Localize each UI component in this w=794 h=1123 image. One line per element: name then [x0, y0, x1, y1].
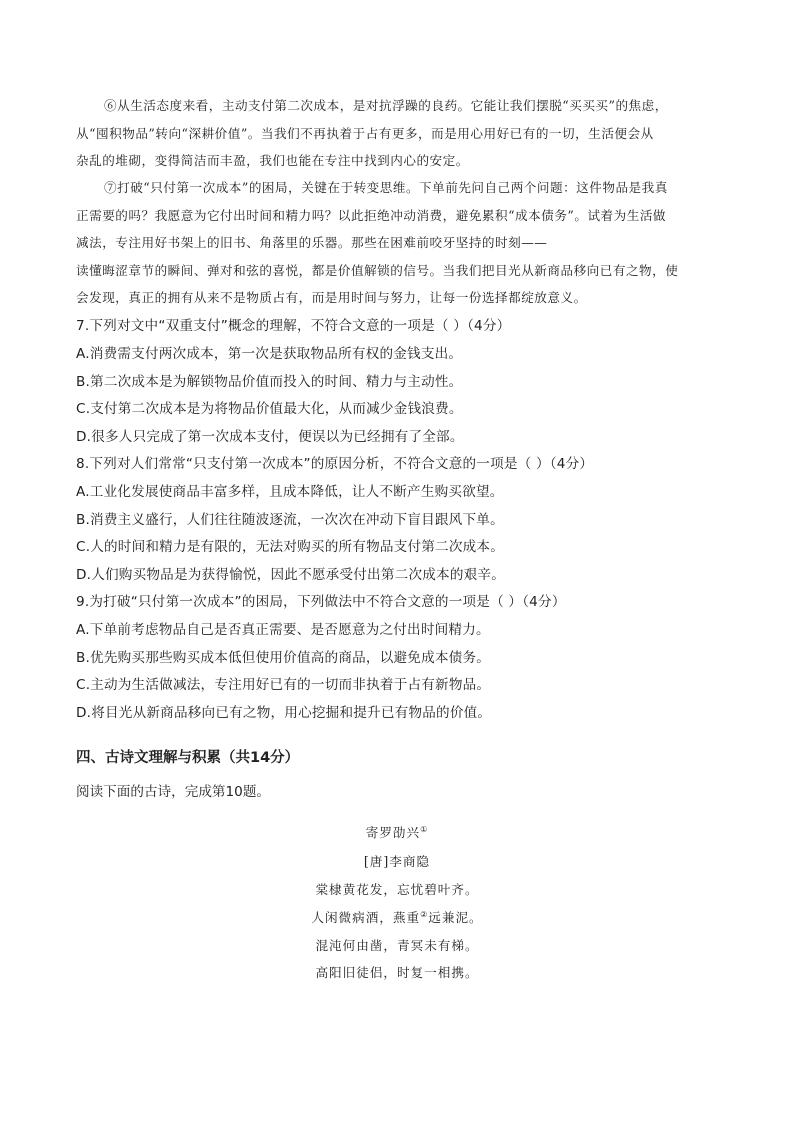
passage-paragraph-6	[76, 92, 724, 175]
footnote-marker: ②	[420, 909, 429, 919]
poem-line-1: 棠棣黄花发，忘忧碧叶齐。	[315, 882, 479, 897]
question-9-option-a: A.下单前考虑物品自己是否真正需要、是否愿意为之付出时间精力。	[76, 622, 490, 638]
question-7-option-b: B.第二次成本是为解锁物品价值而投入的时间、精力与主动性。	[76, 374, 463, 390]
question-8-option-b: B.消费主义盛行，人们往往随波逐流，一次次在冲动下盲目跟风下单。	[76, 512, 504, 528]
poem-title-text: 寄罗劭兴	[365, 825, 421, 840]
passage-paragraph-7	[76, 174, 724, 312]
poem-line-2-part-2: 远兼泥。	[428, 910, 483, 925]
question-8-option-d: D.人们购买物品是为获得愉悦，因此不愿承受付出第二次成本的艰辛。	[76, 567, 505, 583]
passage-line: 杂乱的堆砌，变得简洁而丰盈，我们也能在专注中找到内心的安定。	[76, 153, 469, 168]
passage-line: 会发现，真正的拥有从来不是物质占有，而是用时间与努力，让每一份选择都绽放意义。	[76, 290, 587, 305]
question-7-stem: 7.下列对文中“双重支付”概念的理解，不符合文意的一项是（ ）（4分）	[76, 318, 511, 334]
passage-line: 从“囤积物品”转向“深耕价值”。当我们不再执着于占有更多，而是用心用好已有的一切，生活便会从	[76, 125, 654, 141]
passage-line: ⑥从生活态度来看，主动支付第二次成本，是对抗浮躁的良药。它能让我们摆脱“买买买”的焦虑，	[104, 98, 668, 113]
passage-line: 减法，专注用好书架上的旧书、角落里的乐器。那些在困难前咬牙坚持的时刻——	[76, 235, 548, 250]
question-7-option-d: D.很多人只完成了第一次成本支付，便误以为已经拥有了全部。	[76, 429, 464, 445]
question-9-option-d: D.将目光从新商品移向已有之物，用心挖掘和提升已有物品的价值。	[76, 705, 492, 721]
passage-line: ⑦打破“只付第一次成本”的困局，关键在于转变思维。下单前先问自己两个问题：这件物品是我真	[104, 180, 668, 195]
poem-line-2	[0, 907, 794, 926]
question-8-stem: 8.下列对人们常常“只支付第一次成本”的原因分析，不符合文意的一项是（ ）（4分）	[76, 456, 594, 472]
question-9-option-c: C.主动为生活做减法，专注用好已有的一切而非执着于占有新物品。	[76, 677, 491, 693]
section-heading: 四、古诗文理解与积累（共14分）	[76, 750, 300, 766]
passage-line: 正需要的吗？我愿意为它付出时间和精力吗？以此拒绝冲动消费，避免累积“成本债务”。试着为生活做	[76, 207, 667, 223]
section-intro: 阅读下面的古诗，完成第10题。	[76, 784, 271, 800]
question-8-option-a: A.工业化发展使商品丰富多样，且成本降低，让人不断产生购买欲望。	[76, 484, 504, 500]
question-7-option-a: A.消费需支付两次成本，第一次是获取物品所有权的金钱支出。	[76, 346, 463, 362]
poem-line-3: 混沌何由凿，青冥未有梯。	[315, 938, 479, 953]
question-8-option-c: C.人的时间和精力是有限的，无法对购买的所有物品支付第二次成本。	[76, 539, 505, 555]
passage-line: 读懂晦涩章节的瞬间、弹对和弦的喜悦，都是价值解锁的信号。当我们把目光从新商品移向已有之物，使	[76, 262, 679, 278]
poem-line-2-part-1: 人闲微病酒，燕重	[311, 910, 421, 925]
footnote-marker: ①	[420, 824, 429, 834]
question-7-option-c: C.支付第二次成本是为将物品价值最大化，从而减少金钱浪费。	[76, 401, 463, 417]
poem-line-4: 高阳旧徒侣，时复一相携。	[315, 965, 479, 980]
poem-title	[0, 822, 794, 841]
poem-author: [唐]李商隐	[363, 854, 431, 869]
question-9-option-b: B.优先购买那些购买成本低但使用价值高的商品，以避免成本债务。	[76, 650, 491, 666]
question-9-stem: 9.为打破“只付第一次成本”的困局，下列做法中不符合文意的一项是（ ）（4分）	[76, 594, 566, 610]
